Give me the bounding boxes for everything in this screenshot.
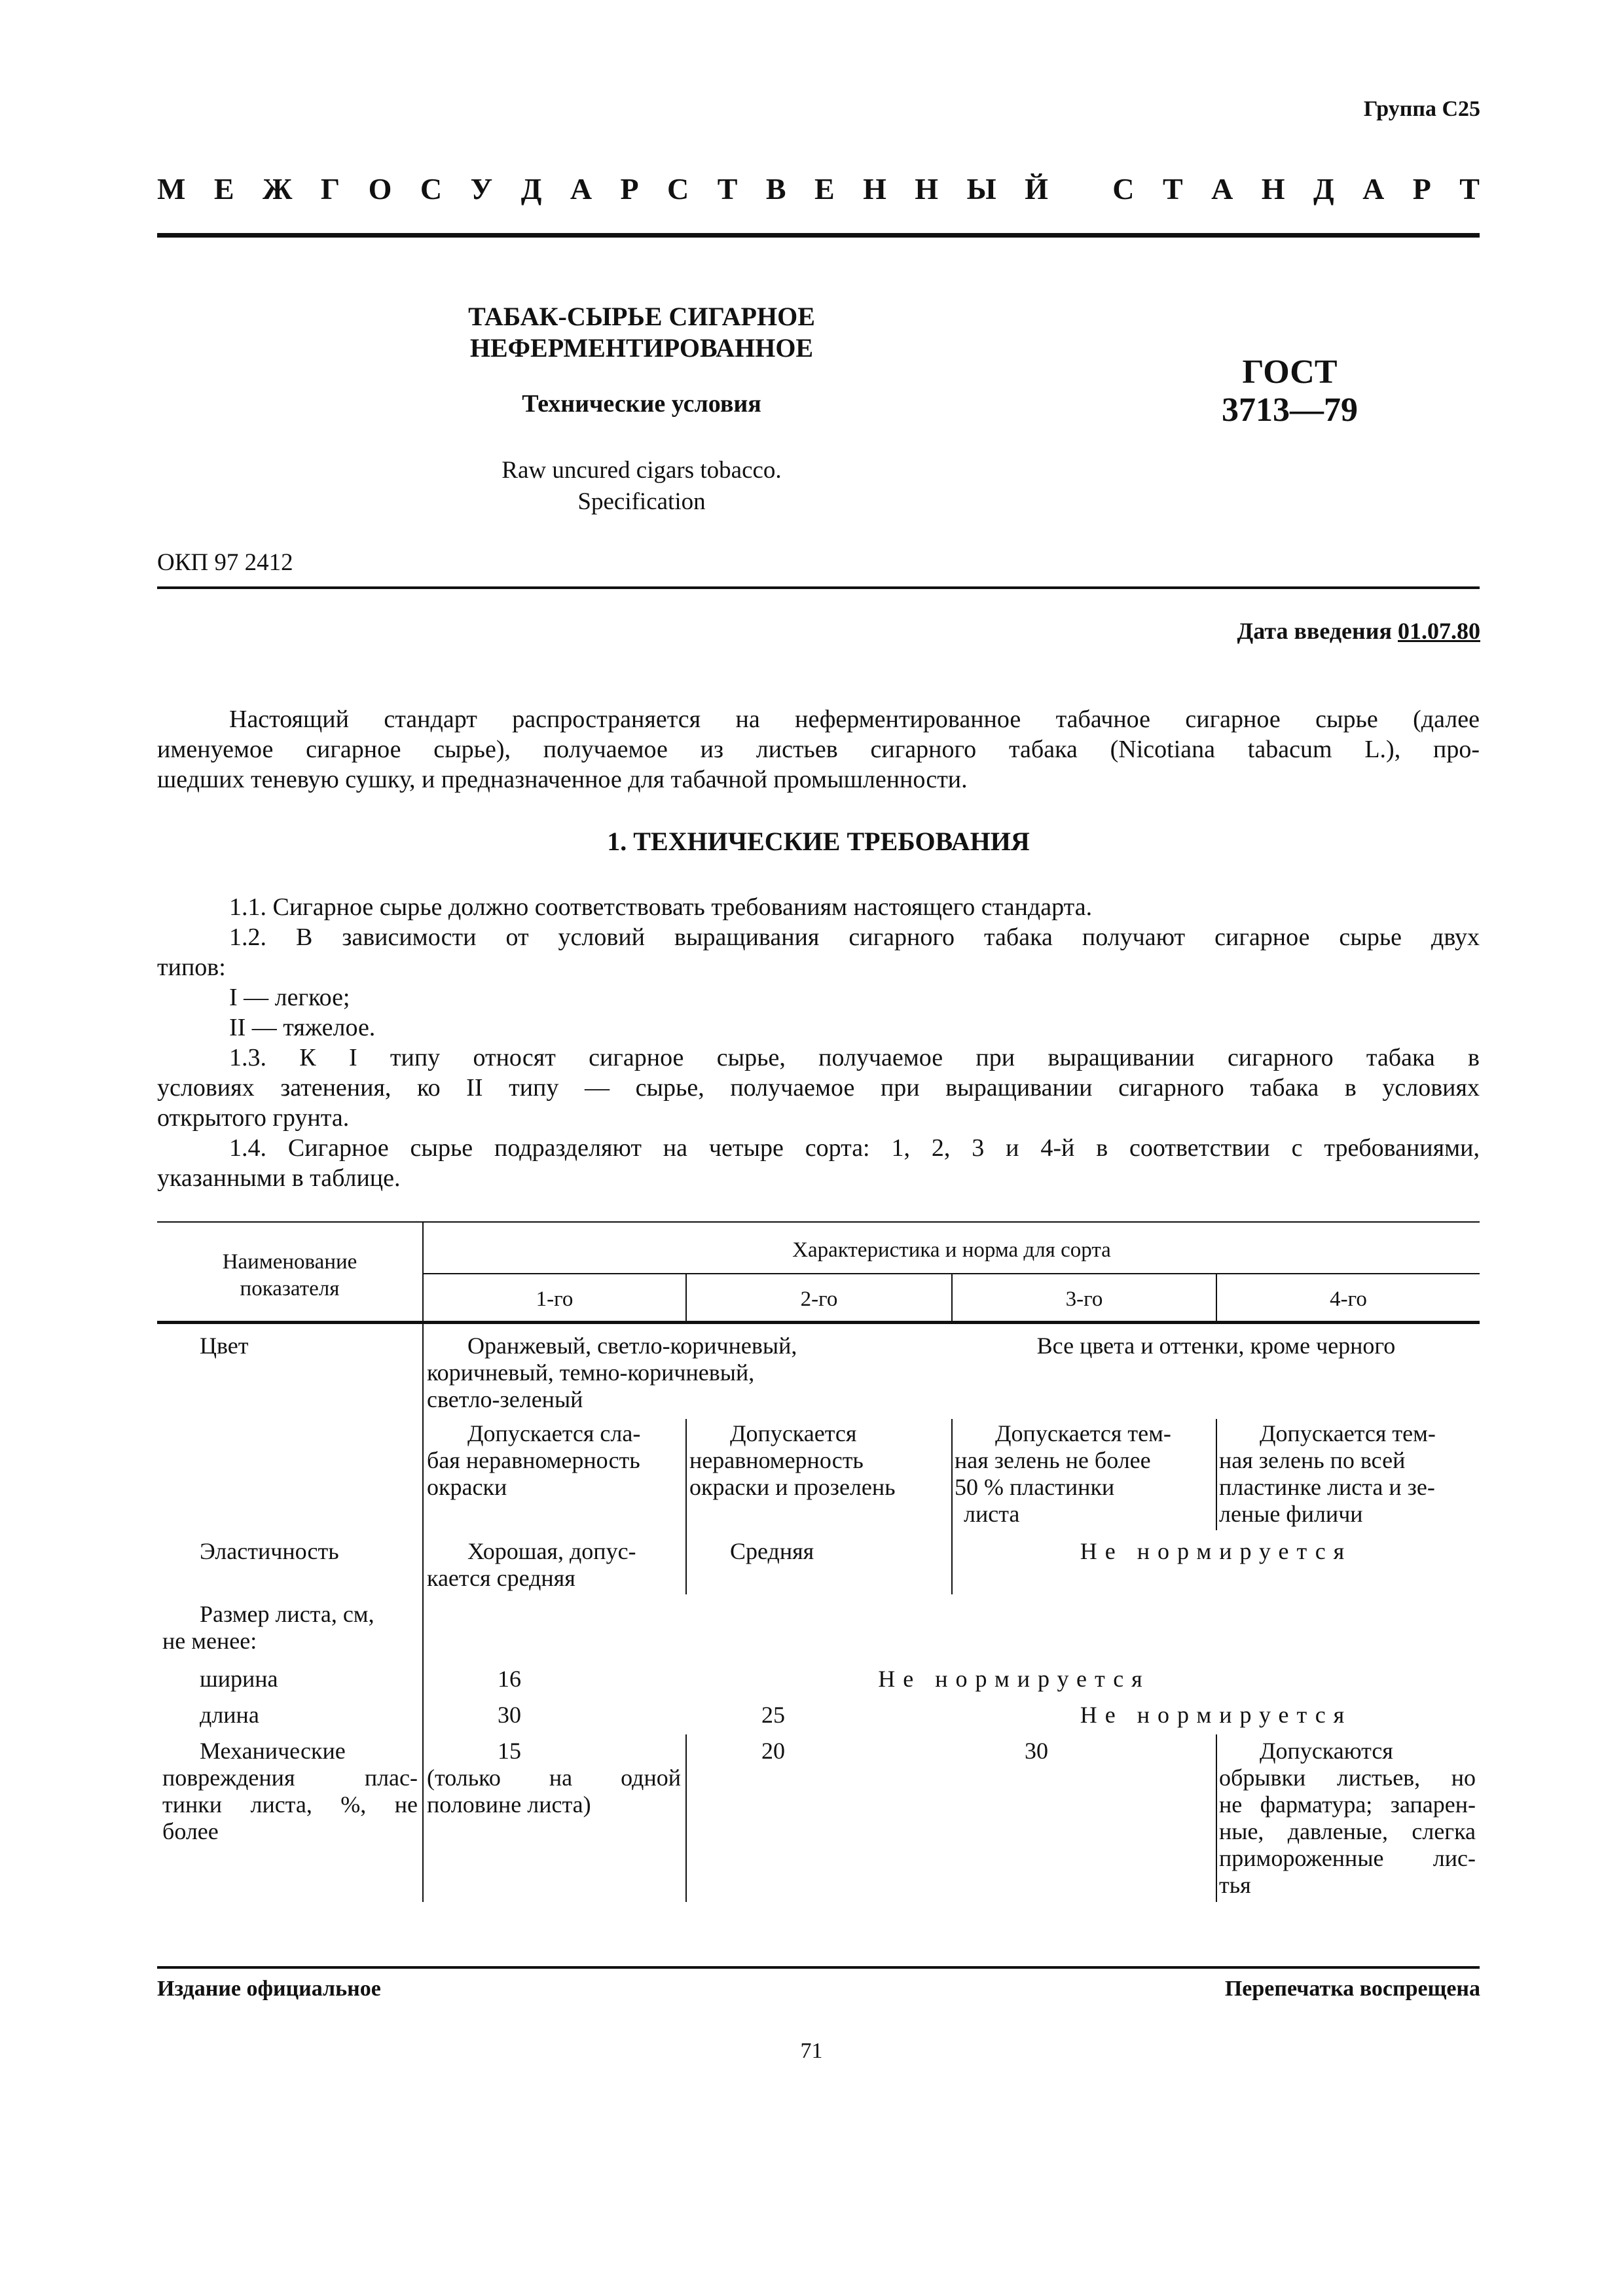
cell-line: обрывки листьев, но	[1219, 1765, 1476, 1791]
col-header-grade-1: 1-го	[536, 1287, 574, 1311]
gost-label: ГОСТ	[1242, 353, 1338, 391]
cell-line: леные филичи	[1219, 1501, 1363, 1527]
heading-letter: О	[368, 172, 392, 206]
table-col-rule	[685, 1419, 687, 1594]
heading-letter: Т	[1162, 172, 1183, 206]
intro-paragraph	[157, 704, 1480, 795]
color-grade-1-note	[427, 1420, 684, 1501]
heading-letter: Т	[1459, 172, 1480, 206]
cell-line: не менее:	[162, 1628, 257, 1654]
clause-1-4-end: указанными в таблице.	[157, 1164, 401, 1192]
official-edition: Издание официальное	[157, 1977, 381, 2001]
heading-letter: Н	[1261, 172, 1285, 206]
elasticity-grade-1	[427, 1538, 684, 1592]
clause-1-3: 1.3. К I типу относят сигарное сырье, получаемое при выращивании сигарного табака в	[229, 1044, 1480, 1071]
heading-letter: Г	[320, 172, 340, 206]
damage-grade-1	[427, 1738, 681, 1818]
length-grades-3-4: Не нормируется	[1080, 1702, 1353, 1728]
heading-letter	[1076, 171, 1084, 206]
english-line-1: Raw uncured cigars tobacco.	[501, 457, 782, 484]
row-label-width: ширина	[200, 1666, 278, 1692]
color-grades-1-2	[427, 1333, 944, 1413]
cell-line: Допускается тем-	[995, 1420, 1171, 1446]
heading-letter: У	[470, 172, 493, 206]
damage-grade-3: 30	[1025, 1738, 1048, 1764]
heading-letter: С	[667, 172, 689, 206]
gost-number	[1192, 353, 1388, 429]
heading-letter: Н	[915, 172, 939, 206]
footer-rule	[157, 1966, 1480, 1969]
cell-line: не фарматура; запарен-	[1219, 1791, 1476, 1818]
elasticity-grade-2: Средняя	[730, 1538, 814, 1564]
table-col-rule	[685, 1734, 687, 1902]
document-title	[419, 301, 864, 364]
color-grade-3-note	[955, 1420, 1215, 1528]
cell-line: примороженные лис-	[1219, 1845, 1476, 1871]
intro-line: шедших теневую сушку, и предназначенное для табачной промышленности.	[157, 766, 968, 793]
title-line-2: НЕФЕРМЕНТИРОВАННОЕ	[469, 333, 814, 363]
gost-code: 3713—79	[1222, 391, 1358, 429]
cell-line: 15	[498, 1738, 521, 1764]
heading-letter: С	[420, 172, 443, 206]
heading-letter: Р	[1412, 172, 1431, 206]
color-grade-2-note	[689, 1420, 950, 1501]
cell-line: ные, давленые, слегка	[1219, 1818, 1476, 1844]
cell-line: Оранжевый, светло-коричневый,	[467, 1333, 797, 1359]
row-label-elasticity: Эластичность	[200, 1538, 339, 1564]
okp-rule	[157, 586, 1480, 589]
cell-line: Размер листа, см,	[200, 1601, 374, 1627]
table-col-rule	[1216, 1734, 1217, 1902]
english-line-2: Specification	[577, 488, 706, 515]
cell-line: ная зелень по всей	[1219, 1447, 1406, 1473]
table-col-rule	[1216, 1419, 1217, 1530]
document-subtitle: Технические условия	[522, 390, 761, 418]
width-grade-1: 16	[498, 1666, 521, 1692]
cell-line: половине листа)	[427, 1791, 591, 1818]
cell-line: Допускается	[730, 1420, 857, 1446]
col-header-name	[157, 1249, 422, 1302]
heading-letter: Ж	[262, 172, 293, 206]
col-header-line: показателя	[240, 1277, 340, 1300]
clause-type-2: II — тяжелое.	[229, 1014, 376, 1041]
cell-line: бая неравномерность	[427, 1447, 640, 1473]
clause-1-2: 1.2. В зависимости от условий выращивания сигарного табака получают сигарное сырье двух	[229, 924, 1480, 951]
introduction-date	[1237, 617, 1481, 645]
page-number: 71	[800, 2039, 823, 2063]
row-label-size	[162, 1601, 422, 1655]
cell-line: окраски	[427, 1474, 507, 1500]
cell-line: Допускается тем-	[1260, 1420, 1436, 1446]
heading-letter: Й	[1025, 172, 1048, 206]
damage-grade-4	[1219, 1738, 1476, 1899]
heading-letter: Д	[1313, 172, 1334, 206]
cell-line: тинки листа, %, не	[162, 1791, 418, 1818]
cell-line: коричневый, темно-коричневый,	[427, 1359, 755, 1386]
clause-1-3-cont: условиях затенения, ко II типу — сырье, получаемое при выращивании сигарного табака в условиях	[157, 1074, 1480, 1102]
col-header-grade-2: 2-го	[800, 1287, 838, 1311]
width-other-grades: Не нормируется	[878, 1666, 1150, 1692]
cell-line: повреждения плас-	[162, 1765, 418, 1791]
standard-heading	[157, 171, 1480, 206]
cell-line: листа	[964, 1501, 1020, 1527]
clause-1-1: 1.1. Сигарное сырье должно соответствовать требованиям настоящего стандарта.	[229, 893, 1093, 921]
cell-line: 50 % пластинки	[955, 1474, 1115, 1500]
table-col-rule	[951, 1419, 953, 1594]
table-top-rule	[157, 1221, 1480, 1223]
heading-letter: Е	[213, 172, 234, 206]
group-code: Группа С25	[1363, 97, 1480, 121]
col-header-grade-4: 4-го	[1330, 1287, 1367, 1311]
col-header-line: Наименование	[222, 1250, 357, 1274]
clause-type-1: I — легкое;	[229, 984, 350, 1011]
heading-letter: А	[1362, 172, 1385, 206]
clause-1-2-cont: типов:	[157, 954, 226, 981]
table-col-rule	[422, 1221, 424, 1902]
heading-letter: М	[157, 172, 186, 206]
heading-letter: Р	[620, 172, 639, 206]
heading-letter: А	[570, 172, 593, 206]
header-rule	[157, 233, 1480, 238]
cell-line: ная зелень не более	[955, 1447, 1151, 1473]
date-value: 01.07.80	[1398, 618, 1480, 644]
cell-line: светло-зеленый	[427, 1386, 583, 1412]
table-head-rule	[157, 1321, 1480, 1324]
okp-code: ОКП 97 2412	[157, 549, 293, 576]
clause-1-4: 1.4. Сигарное сырье подразделяют на четыре сорта: 1, 2, 3 и 4-й в соответствии с требованиями,	[229, 1134, 1480, 1162]
clause-1-3-end: открытого грунта.	[157, 1104, 350, 1132]
color-grades-3-4: Все цвета и оттенки, кроме черного	[1036, 1333, 1396, 1359]
heading-letter: Т	[717, 172, 738, 206]
title-line-1: ТАБАК-СЫРЬЕ СИГАРНОЕ	[468, 302, 815, 331]
intro-line: именуемое сигарное сырье), получаемое из листьев сигарного табака (Nicotiana tabacum L.), про-	[157, 736, 1480, 763]
col-header-grade-3: 3-го	[1065, 1287, 1103, 1311]
elasticity-grades-3-4: Не нормируется	[1080, 1538, 1353, 1564]
heading-letter: Н	[863, 172, 886, 206]
damage-grade-2: 20	[761, 1738, 785, 1764]
section-title: 1. ТЕХНИЧЕСКИЕ ТРЕБОВАНИЯ	[607, 827, 1030, 856]
row-label-color: Цвет	[200, 1333, 249, 1359]
cell-line: (только на одной	[427, 1765, 681, 1791]
cell-line: более	[162, 1818, 219, 1844]
heading-letter: Е	[814, 172, 835, 206]
english-title	[419, 455, 864, 518]
heading-letter: С	[1112, 172, 1135, 206]
cell-line: тья	[1219, 1872, 1251, 1898]
heading-letter: В	[765, 172, 786, 206]
cell-line: неравномерность	[689, 1447, 864, 1473]
cell-line: кается средняя	[427, 1565, 575, 1591]
cell-line: Хорошая, допус-	[467, 1538, 636, 1564]
color-grade-4-note	[1219, 1420, 1478, 1528]
cell-line: Допускается сла-	[467, 1420, 641, 1446]
row-label-length: длина	[200, 1702, 259, 1728]
row-label-damage	[162, 1738, 418, 1845]
intro-line: Настоящий стандарт распространяется на неферментированное табачное сигарное сырье (далее	[229, 706, 1480, 733]
cell-line: окраски и прозелень	[689, 1474, 896, 1500]
cell-line: Допускаются	[1260, 1738, 1393, 1764]
reprint-prohibited: Перепечатка воспрещена	[1224, 1977, 1480, 2001]
heading-letter: А	[1211, 172, 1233, 206]
date-label: Дата введения	[1237, 618, 1392, 644]
length-grade-2: 25	[761, 1702, 785, 1728]
cell-line: пластинке листа и зе-	[1219, 1474, 1435, 1500]
heading-letter: Ы	[966, 172, 996, 206]
cell-line: Механические	[200, 1738, 346, 1764]
col-header-group: Характеристика и норма для сорта	[792, 1238, 1111, 1262]
heading-letter: Д	[520, 172, 542, 206]
length-grade-1: 30	[498, 1702, 521, 1728]
